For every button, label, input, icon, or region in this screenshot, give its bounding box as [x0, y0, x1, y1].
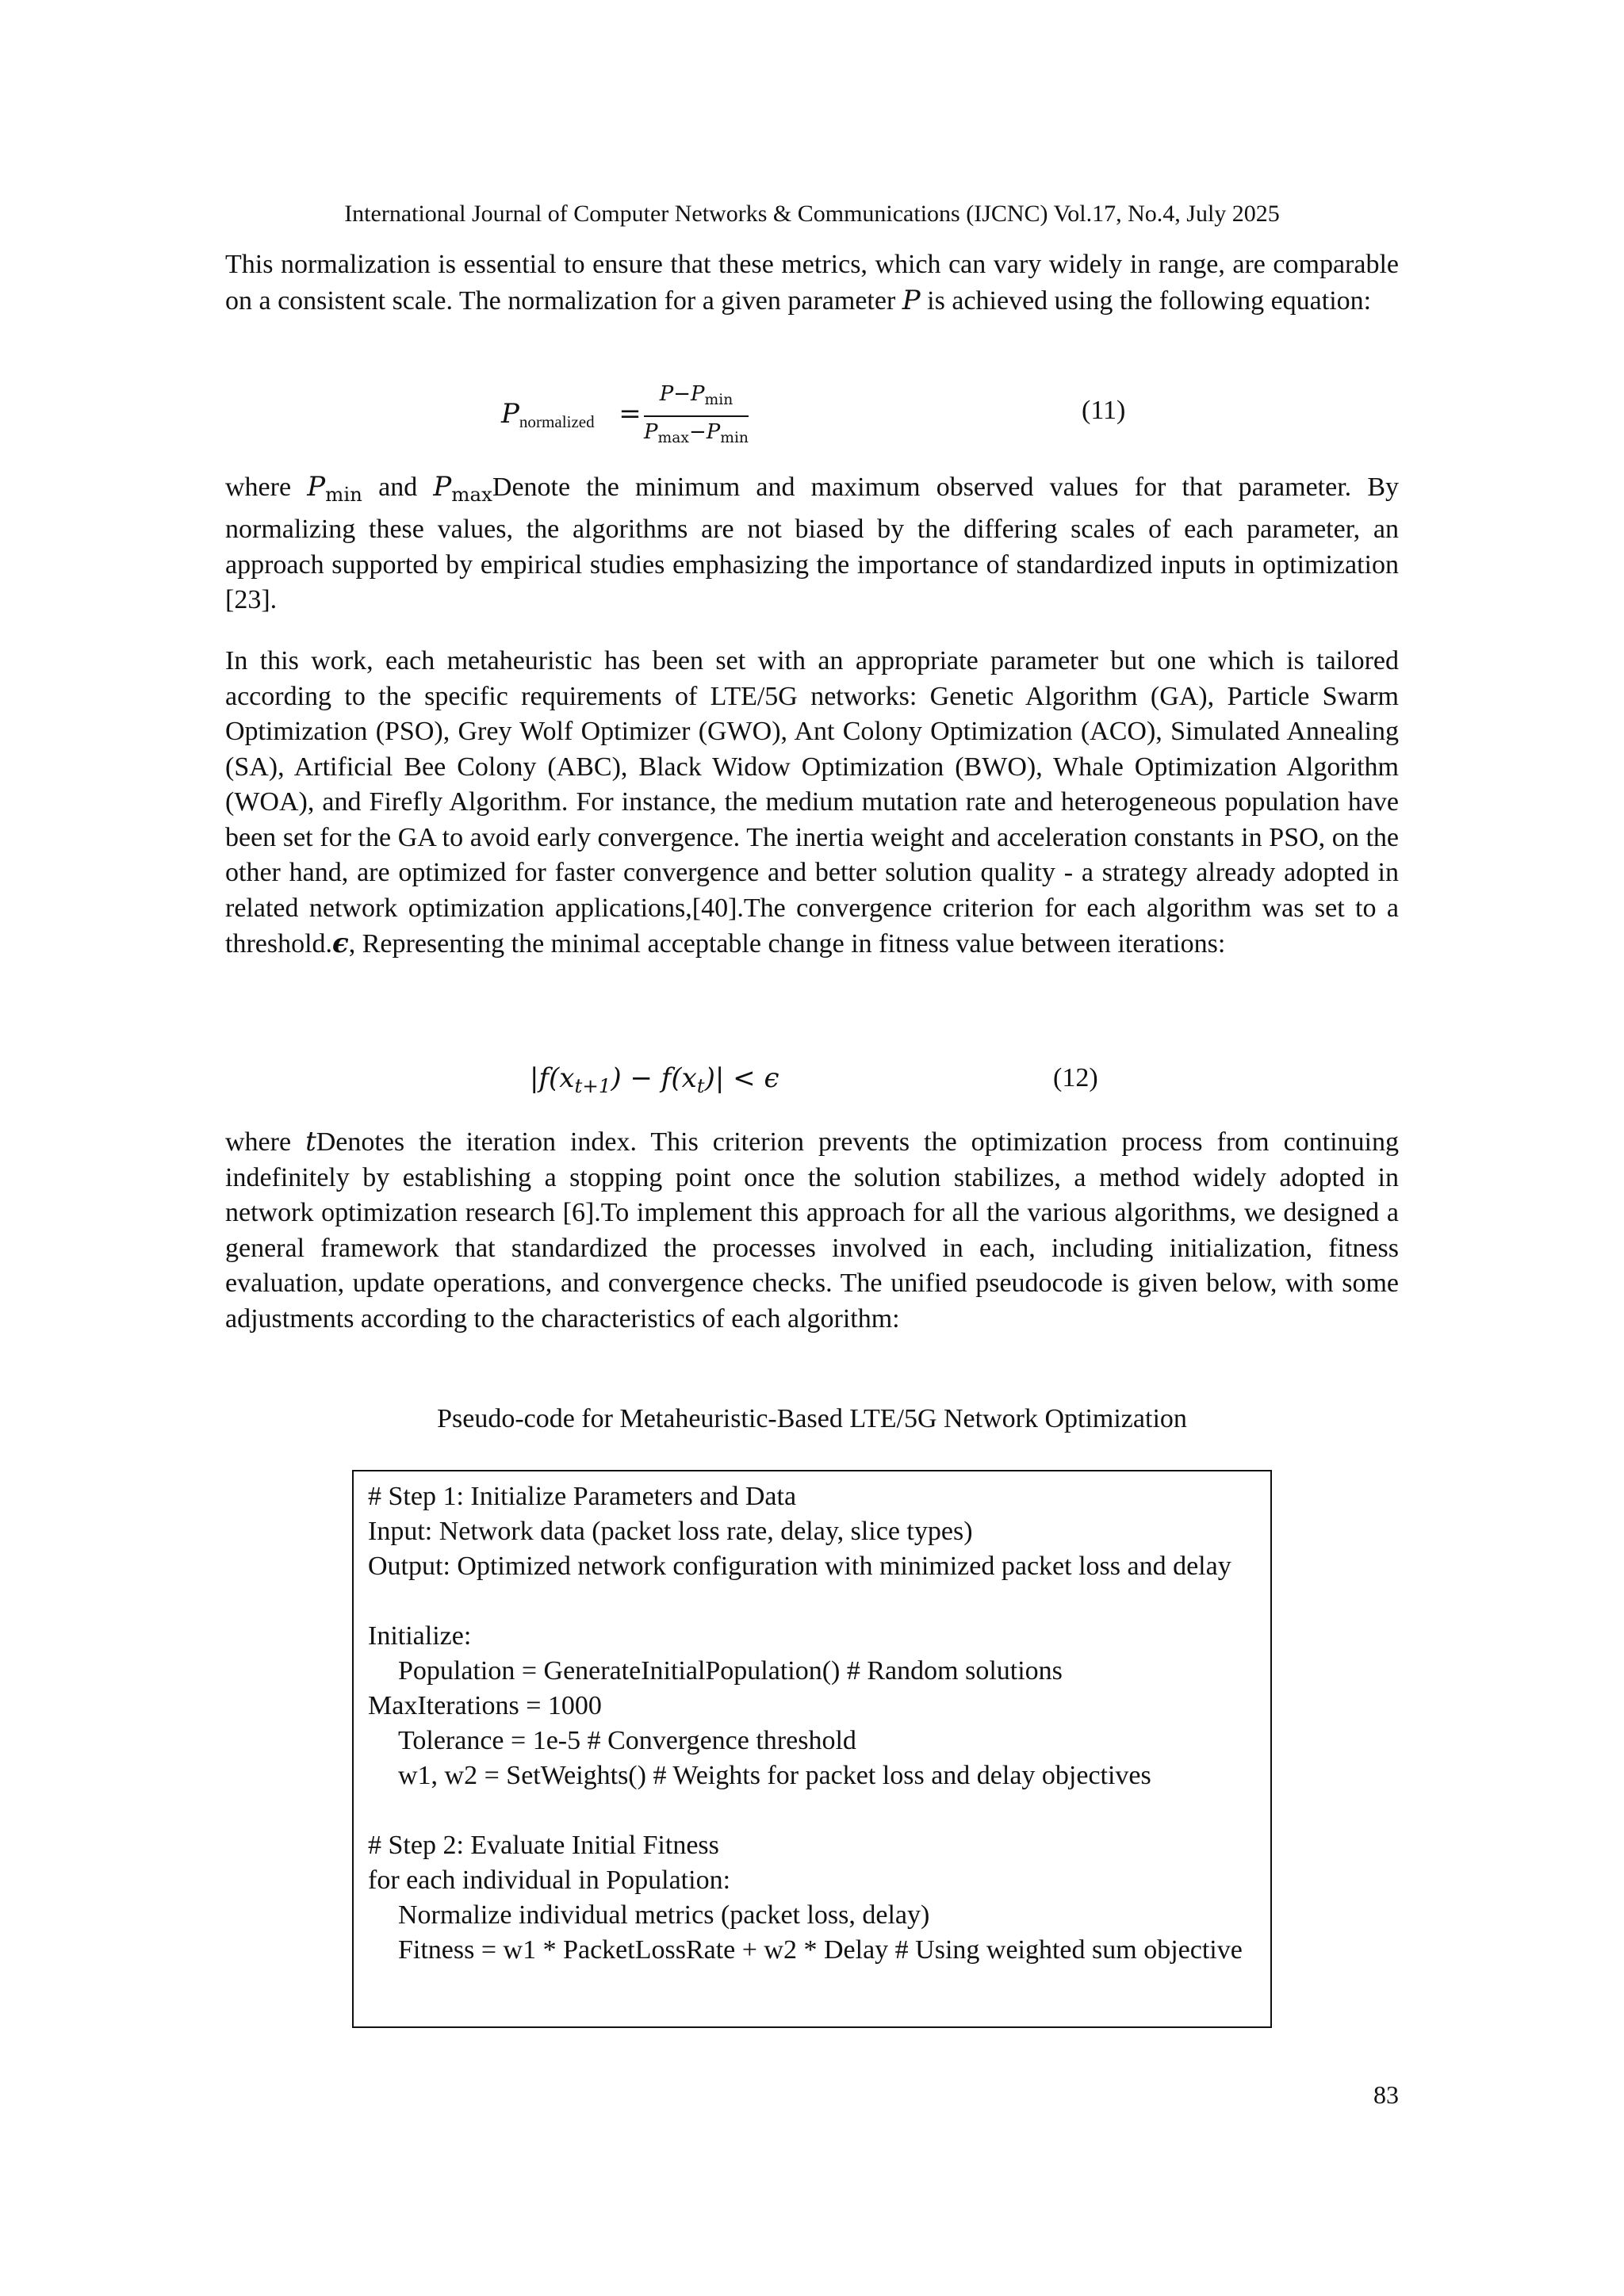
paragraph-iteration-index: where tDenotes the iteration index. This criterion prevents the optimization process from continuing indefinitely by establishing a stopping point once the solution stabilizes, a method widely adopted in network optimization research [6].To implement this approach for all the various algorithms, we designed a general framework that standardized the processes involved in each, including initialization, fitness evaluation, update operations, and convergence checks. The unified pseudocode is given below, with some adjustments according to the characteristics of each algorithm:: [225, 1126, 1400, 1334]
paragraph-metaheuristics: In this work, each metaheuristic has been set with an appropriate parameter but one which is tailored according to the specific requirements of LTE/5G networks: Genetic Algorithm (GA), Particle Swarm Optimization (PSO), Grey Wolf Optimizer (GWO), Ant Colony Optimization (ACO), Simulated Annealing (SA), Artificial Bee Colony (ABC), Black Widow Optimization (BWO), Whale Optimization Algorithm (WOA), and Firefly Algorithm. For instance, the medium mutation rate and heterogeneous population have been set for the GA to avoid early convergence. The inertia weight and acceleration constants in PSO, on the other hand, are optimized for faster convergence and better solution quality - a strategy already adopted in related network optimization applications,[40].The convergence criterion for each algorithm was set to a threshold.ϵ, Representing the minimal acceptable change in fitness value between iterations:: [225, 646, 1399, 959]
fraction-denominator: $P_{max}-P_{min}$: [644, 420, 749, 447]
paragraph-where-pmin: where $P_{min}$ and $P_{max}Denote$ the minimum and maximum observed values for that parameter. By normalizing these values, the algorithms are not biased by the differing scales of each parameter, an approach supported by empirical studies emphasizing the importance of standardized inputs in optimization [23].: [225, 471, 1400, 615]
code-line: Output: Optimized network configuration with minimized packet loss and delay: [368, 1552, 1231, 1581]
pseudocode-caption: Pseudo-code for Metaheuristic-Based LTE/5G Network Optimization: [437, 1404, 1187, 1433]
fraction-numerator: $P-P_{min}$: [659, 382, 733, 409]
equation-number-12: (12): [1053, 1063, 1098, 1093]
code-line: Fitness = w1 * PacketLossRate + w2 * Delay # Using weighted sum objective: [398, 1935, 1243, 1965]
equation-12-expression: $|f(x_{t+1}) - f(x_t)| < \epsilon$: [530, 1062, 779, 1097]
code-line: for each individual in Population:: [368, 1866, 731, 1895]
paragraph-text: is achieved using the following equation:: [927, 285, 1372, 316]
equation-number-11: (11): [1082, 396, 1126, 425]
code-line: w1, w2 = SetWeights() # Weights for packet loss and delay objectives: [398, 1761, 1151, 1790]
code-blank-line: [368, 1584, 1256, 1619]
code-line: Population = GenerateInitialPopulation() # Random solutions: [398, 1656, 1063, 1686]
page-number: 83: [1373, 2080, 1399, 2109]
paragraph-normalization: [225, 247, 1399, 319]
paragraph-text: This normalization is essential to ensure that these metrics, which can vary widely in range, are comparable on a consistent scale. The normalization for a given parameter: [225, 250, 1399, 316]
code-line: Tolerance = 1e-5 # Convergence threshold: [398, 1726, 856, 1755]
code-line: MaxIterations = 1000: [368, 1691, 602, 1720]
math-variable-pmax: $P_{max}$: [433, 471, 492, 506]
math-variable-pmin: $P_{min}$: [307, 471, 362, 506]
pseudocode-box: [352, 1470, 1272, 2028]
code-line: Normalize individual metrics (packet loss, delay): [398, 1900, 930, 1930]
math-variable-epsilon: ϵ: [332, 928, 349, 959]
fraction-bar: [644, 415, 749, 417]
code-blank-line: [368, 1793, 1256, 1828]
code-line: # Step 1: Initialize Parameters and Data: [368, 1482, 797, 1511]
equation-fraction: [644, 381, 749, 452]
code-line: # Step 2: Evaluate Initial Fitness: [368, 1831, 719, 1860]
equation-lhs: Pnormalized =: [501, 398, 642, 431]
math-variable-p: P: [902, 284, 921, 316]
code-line: Initialize:: [368, 1621, 472, 1651]
math-variable-t: t: [305, 1126, 316, 1158]
running-header: International Journal of Computer Networks & Communications (IJCNC) Vol.17, No.4, July 2025: [344, 201, 1280, 227]
code-line: Input: Network data (packet loss rate, delay, slice types): [368, 1517, 973, 1546]
